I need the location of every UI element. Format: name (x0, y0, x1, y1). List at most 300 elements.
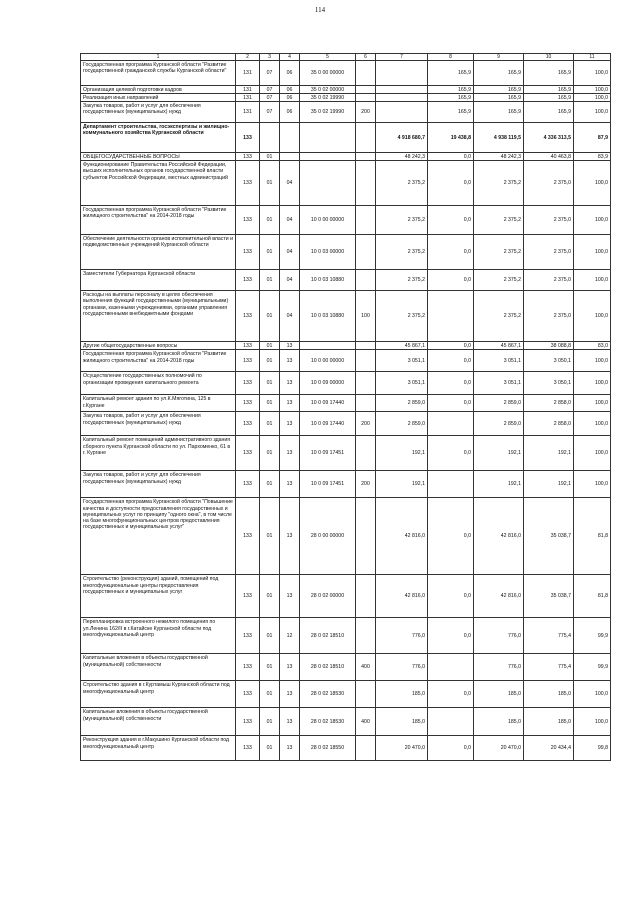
row-name: Другие общегосударственные вопросы (81, 342, 236, 350)
table-row (81, 654, 611, 681)
target-article-code: 10 0 09 17440 (300, 395, 356, 412)
execution-percent: 99,8 (574, 736, 611, 761)
revised-amount: 2 375,2 (474, 206, 524, 235)
executed-amount: 2 375,0 (524, 270, 574, 291)
approved-amount: 45 867,1 (376, 342, 428, 350)
expense-type-code (356, 342, 376, 350)
target-article-code: 28 0 00 00000 (300, 498, 356, 575)
revised-amount: 2 375,2 (474, 235, 524, 270)
ministry-code: 133 (236, 654, 260, 681)
revised-amount: 2 375,2 (474, 161, 524, 206)
executed-amount: 165,9 (524, 94, 574, 102)
section-code: 01 (260, 412, 280, 436)
execution-percent: 100,0 (574, 86, 611, 94)
revised-amount: 165,9 (474, 61, 524, 86)
subsection-code: 04 (280, 235, 300, 270)
revised-amount: 2 375,2 (474, 270, 524, 291)
row-name: Государственная программа Курганской области "Развитие государственной гражданской службы Курганской области" (81, 61, 236, 86)
change-amount: 0,0 (428, 736, 474, 761)
section-code: 01 (260, 395, 280, 412)
execution-percent: 100,0 (574, 412, 611, 436)
change-amount (428, 412, 474, 436)
target-article-code: 35 0 00 00000 (300, 61, 356, 86)
change-amount (428, 291, 474, 342)
revised-amount: 2 375,2 (474, 291, 524, 342)
row-name: ОБЩЕГОСУДАРСТВЕННЫЕ ВОПРОСЫ (81, 153, 236, 161)
revised-amount: 45 867,1 (474, 342, 524, 350)
section-code: 01 (260, 471, 280, 498)
expense-type-code (356, 618, 376, 654)
expense-type-code (356, 161, 376, 206)
approved-amount: 3 051,1 (376, 372, 428, 395)
subsection-code: 13 (280, 436, 300, 471)
column-number: 7 (376, 54, 428, 61)
revised-amount: 2 859,0 (474, 395, 524, 412)
subsection-code: 13 (280, 350, 300, 372)
row-name: Закупка товаров, работ и услуг для обеспечения государственных (муниципальных) нужд (81, 412, 236, 436)
approved-amount: 185,0 (376, 708, 428, 736)
change-amount: 19 438,8 (428, 123, 474, 153)
subsection-code: 13 (280, 654, 300, 681)
change-amount: 0,0 (428, 372, 474, 395)
ministry-code: 133 (236, 235, 260, 270)
ministry-code: 133 (236, 436, 260, 471)
column-number: 5 (300, 54, 356, 61)
section-code: 07 (260, 86, 280, 94)
column-number: 4 (280, 54, 300, 61)
target-article-code: 10 0 00 00000 (300, 350, 356, 372)
expense-type-code (356, 736, 376, 761)
row-name: Функционирование Правительства Российской Федерации, высших исполнительных органов государственной власти субъектов Российской Федерации, местных администраций (81, 161, 236, 206)
revised-amount: 776,0 (474, 618, 524, 654)
executed-amount: 35 038,7 (524, 575, 574, 618)
execution-percent: 100,0 (574, 471, 611, 498)
target-article-code: 10 0 03 00000 (300, 235, 356, 270)
row-name: Реализация иных направлений (81, 94, 236, 102)
target-article-code: 28 0 02 00000 (300, 575, 356, 618)
execution-percent: 100,0 (574, 235, 611, 270)
approved-amount: 776,0 (376, 618, 428, 654)
row-name: Государственная программа Курганской области "Повышение качества и доступности предоставления государственных и муниципальных услуг по принципу "одного окна", в том числе на базе многофункциональных центров предоставления государственных и муниципальных услуг" (81, 498, 236, 575)
row-name: Перепланировка встроенного нежилого помещения по ул.Ленина 162/II в г.Катайске Курганской области под многофункциональный центр (81, 618, 236, 654)
change-amount (428, 654, 474, 681)
row-name: Капитальные вложения в объекты государственной (муниципальной) собственности (81, 654, 236, 681)
execution-percent: 100,0 (574, 681, 611, 708)
ministry-code: 133 (236, 471, 260, 498)
change-amount: 0,0 (428, 436, 474, 471)
subsection-code: 04 (280, 291, 300, 342)
ministry-code: 133 (236, 575, 260, 618)
row-name: Заместители Губернатора Курганской области (81, 270, 236, 291)
section-code: 01 (260, 291, 280, 342)
column-number: 8 (428, 54, 474, 61)
executed-amount: 40 463,8 (524, 153, 574, 161)
expense-type-code (356, 94, 376, 102)
target-article-code (300, 123, 356, 153)
table-row (81, 94, 611, 102)
ministry-code: 133 (236, 350, 260, 372)
ministry-code: 133 (236, 412, 260, 436)
revised-amount: 42 816,0 (474, 575, 524, 618)
revised-amount: 48 242,3 (474, 153, 524, 161)
section-code: 01 (260, 575, 280, 618)
row-name: Осуществление государственных полномочий по организации проведения капитального ремонта (81, 372, 236, 395)
section-code: 07 (260, 102, 280, 123)
table-row (81, 575, 611, 618)
executed-amount: 2 375,0 (524, 291, 574, 342)
subsection-code: 04 (280, 270, 300, 291)
revised-amount: 165,9 (474, 102, 524, 123)
column-number: 10 (524, 54, 574, 61)
table-row (81, 206, 611, 235)
expense-type-code (356, 436, 376, 471)
expense-type-code (356, 350, 376, 372)
execution-percent: 100,0 (574, 350, 611, 372)
revised-amount: 4 938 119,5 (474, 123, 524, 153)
revised-amount: 185,0 (474, 681, 524, 708)
target-article-code: 28 0 02 18510 (300, 618, 356, 654)
executed-amount: 775,4 (524, 654, 574, 681)
target-article-code: 35 0 02 19990 (300, 94, 356, 102)
page-number: 114 (314, 6, 326, 14)
executed-amount: 2 375,0 (524, 161, 574, 206)
approved-amount: 2 375,2 (376, 291, 428, 342)
table-row (81, 102, 611, 123)
approved-amount: 20 470,0 (376, 736, 428, 761)
revised-amount: 165,9 (474, 94, 524, 102)
table-row (81, 342, 611, 350)
execution-percent: 83,0 (574, 342, 611, 350)
table-row (81, 436, 611, 471)
target-article-code: 28 0 02 18530 (300, 681, 356, 708)
approved-amount: 192,1 (376, 436, 428, 471)
subsection-code: 13 (280, 575, 300, 618)
revised-amount: 2 859,0 (474, 412, 524, 436)
expense-type-code: 200 (356, 412, 376, 436)
row-name: Реконструкция здания в г.Макушино Курганской области под многофункциональный центр (81, 736, 236, 761)
row-name: Департамент строительства, госэкспертизы и жилищно-коммунального хозяйства Курганской области (81, 123, 236, 153)
row-name: Обеспечение деятельности органов исполнительной власти и подведомственных учреждений Курганской области (81, 235, 236, 270)
executed-amount: 2 858,0 (524, 412, 574, 436)
section-code: 01 (260, 654, 280, 681)
change-amount: 165,9 (428, 86, 474, 94)
executed-amount: 3 050,1 (524, 372, 574, 395)
approved-amount (376, 61, 428, 86)
target-article-code: 28 0 02 18550 (300, 736, 356, 761)
expense-type-code (356, 153, 376, 161)
table-row (81, 291, 611, 342)
change-amount: 0,0 (428, 342, 474, 350)
section-code: 07 (260, 61, 280, 86)
subsection-code: 13 (280, 395, 300, 412)
change-amount (428, 708, 474, 736)
subsection-code: 13 (280, 681, 300, 708)
column-number-row (81, 54, 611, 61)
executed-amount: 165,9 (524, 102, 574, 123)
revised-amount: 192,1 (474, 471, 524, 498)
executed-amount: 4 336 313,5 (524, 123, 574, 153)
revised-amount: 3 051,1 (474, 350, 524, 372)
subsection-code: 06 (280, 61, 300, 86)
execution-percent: 100,0 (574, 61, 611, 86)
expense-type-code: 400 (356, 708, 376, 736)
ministry-code: 131 (236, 102, 260, 123)
section-code: 01 (260, 235, 280, 270)
table-row (81, 498, 611, 575)
revised-amount: 165,9 (474, 86, 524, 94)
expense-type-code (356, 372, 376, 395)
execution-percent: 81,8 (574, 498, 611, 575)
section-code (260, 123, 280, 153)
subsection-code: 12 (280, 618, 300, 654)
ministry-code: 131 (236, 61, 260, 86)
change-amount (428, 471, 474, 498)
section-code: 01 (260, 206, 280, 235)
subsection-code: 04 (280, 206, 300, 235)
expense-type-code (356, 206, 376, 235)
expense-type-code (356, 681, 376, 708)
table-body (81, 54, 611, 761)
ministry-code: 133 (236, 681, 260, 708)
column-number: 2 (236, 54, 260, 61)
row-name: Капитальный ремонт здания по ул.К.Мяготина, 125 в г.Кургане (81, 395, 236, 412)
execution-percent: 100,0 (574, 94, 611, 102)
section-code: 01 (260, 161, 280, 206)
row-name: Государственная программа Курганской области "Развитие жилищного строительства" на 2014-2018 годы (81, 206, 236, 235)
approved-amount: 2 375,2 (376, 270, 428, 291)
section-code: 01 (260, 498, 280, 575)
target-article-code: 10 0 09 17440 (300, 412, 356, 436)
section-code: 01 (260, 372, 280, 395)
executed-amount: 165,9 (524, 61, 574, 86)
change-amount: 0,0 (428, 270, 474, 291)
approved-amount: 48 242,3 (376, 153, 428, 161)
table-row (81, 681, 611, 708)
section-code: 07 (260, 94, 280, 102)
subsection-code: 13 (280, 412, 300, 436)
expense-type-code: 200 (356, 102, 376, 123)
approved-amount: 2 859,0 (376, 395, 428, 412)
change-amount: 0,0 (428, 161, 474, 206)
change-amount: 0,0 (428, 206, 474, 235)
row-name: Строительство (реконструкция) зданий, помещений под многофункциональные центры предоставления государственных и муниципальных услуг (81, 575, 236, 618)
change-amount: 0,0 (428, 235, 474, 270)
ministry-code: 133 (236, 291, 260, 342)
target-article-code (300, 153, 356, 161)
revised-amount: 185,0 (474, 708, 524, 736)
target-article-code: 28 0 02 18530 (300, 708, 356, 736)
section-code: 01 (260, 618, 280, 654)
expense-type-code (356, 123, 376, 153)
section-code: 01 (260, 270, 280, 291)
ministry-code: 131 (236, 86, 260, 94)
ministry-code: 133 (236, 342, 260, 350)
ministry-code: 133 (236, 161, 260, 206)
subsection-code: 13 (280, 372, 300, 395)
target-article-code: 10 0 09 17451 (300, 436, 356, 471)
expense-type-code (356, 270, 376, 291)
change-amount: 0,0 (428, 395, 474, 412)
approved-amount: 4 918 680,7 (376, 123, 428, 153)
approved-amount: 2 375,2 (376, 161, 428, 206)
table-row (81, 86, 611, 94)
expense-type-code (356, 575, 376, 618)
revised-amount: 192,1 (474, 436, 524, 471)
table-row (81, 153, 611, 161)
ministry-code: 133 (236, 498, 260, 575)
subsection-code: 13 (280, 471, 300, 498)
approved-amount: 2 375,2 (376, 235, 428, 270)
approved-amount: 2 859,0 (376, 412, 428, 436)
subsection-code: 13 (280, 736, 300, 761)
section-code: 01 (260, 342, 280, 350)
change-amount: 0,0 (428, 681, 474, 708)
row-name: Закупка товаров, работ и услуг для обеспечения государственных (муниципальных) нужд (81, 471, 236, 498)
row-name: Расходы на выплаты персоналу в целях обеспечения выполнения функций государственными (муниципальными) органами, казенными учреждениями, органами управления государственными внебюджетными фондами (81, 291, 236, 342)
approved-amount: 2 375,2 (376, 206, 428, 235)
row-name: Строительство здания в г.Куртамыш Курганской области под многофункциональный центр (81, 681, 236, 708)
table-row (81, 270, 611, 291)
table-row (81, 161, 611, 206)
table-row (81, 412, 611, 436)
ministry-code: 133 (236, 153, 260, 161)
executed-amount: 2 858,0 (524, 395, 574, 412)
expense-type-code (356, 395, 376, 412)
execution-percent: 100,0 (574, 291, 611, 342)
ministry-code: 133 (236, 395, 260, 412)
section-code: 01 (260, 436, 280, 471)
section-code: 01 (260, 350, 280, 372)
expense-type-code (356, 498, 376, 575)
ministry-code: 133 (236, 270, 260, 291)
executed-amount: 38 088,8 (524, 342, 574, 350)
executed-amount: 192,1 (524, 471, 574, 498)
approved-amount: 192,1 (376, 471, 428, 498)
executed-amount: 2 375,0 (524, 206, 574, 235)
execution-percent: 87,9 (574, 123, 611, 153)
execution-percent: 81,8 (574, 575, 611, 618)
expense-type-code: 400 (356, 654, 376, 681)
executed-amount: 2 375,0 (524, 235, 574, 270)
subsection-code: 06 (280, 102, 300, 123)
approved-amount (376, 102, 428, 123)
subsection-code: 13 (280, 498, 300, 575)
table-row (81, 235, 611, 270)
ministry-code: 133 (236, 708, 260, 736)
column-number: 9 (474, 54, 524, 61)
row-name: Государственная программа Курганской области "Развитие жилищного строительства" на 2014-2018 годы (81, 350, 236, 372)
row-name: Закупка товаров, работ и услуг для обеспечения государственных (муниципальных) нужд (81, 102, 236, 123)
table-row (81, 123, 611, 153)
execution-percent: 100,0 (574, 270, 611, 291)
execution-percent: 100,0 (574, 161, 611, 206)
table-row (81, 471, 611, 498)
execution-percent: 100,0 (574, 395, 611, 412)
target-article-code: 35 0 02 00000 (300, 86, 356, 94)
revised-amount: 42 816,0 (474, 498, 524, 575)
table-row (81, 61, 611, 86)
subsection-code (280, 123, 300, 153)
change-amount: 0,0 (428, 618, 474, 654)
approved-amount: 3 051,1 (376, 350, 428, 372)
revised-amount: 776,0 (474, 654, 524, 681)
subsection-code (280, 153, 300, 161)
execution-percent: 99,9 (574, 654, 611, 681)
execution-percent: 100,0 (574, 206, 611, 235)
executed-amount: 20 434,4 (524, 736, 574, 761)
executed-amount: 192,1 (524, 436, 574, 471)
executed-amount: 185,0 (524, 708, 574, 736)
subsection-code: 13 (280, 342, 300, 350)
expense-type-code (356, 61, 376, 86)
execution-percent: 100,0 (574, 436, 611, 471)
revised-amount: 20 470,0 (474, 736, 524, 761)
approved-amount: 185,0 (376, 681, 428, 708)
approved-amount: 42 816,0 (376, 575, 428, 618)
section-code: 01 (260, 708, 280, 736)
target-article-code: 10 0 00 00000 (300, 206, 356, 235)
executed-amount: 3 050,1 (524, 350, 574, 372)
table-row (81, 708, 611, 736)
expense-type-code: 200 (356, 471, 376, 498)
table-row (81, 372, 611, 395)
section-code: 01 (260, 681, 280, 708)
target-article-code: 10 0 03 10880 (300, 291, 356, 342)
execution-percent: 100,0 (574, 708, 611, 736)
ministry-code: 133 (236, 206, 260, 235)
change-amount: 165,9 (428, 102, 474, 123)
executed-amount: 185,0 (524, 681, 574, 708)
section-code: 01 (260, 736, 280, 761)
approved-amount (376, 94, 428, 102)
execution-percent: 83,9 (574, 153, 611, 161)
execution-percent: 99,9 (574, 618, 611, 654)
column-number: 1 (81, 54, 236, 61)
subsection-code: 04 (280, 161, 300, 206)
subsection-code: 06 (280, 94, 300, 102)
expense-type-code (356, 235, 376, 270)
column-number: 3 (260, 54, 280, 61)
approved-amount (376, 86, 428, 94)
table-row (81, 395, 611, 412)
row-name: Организация целевой подготовки кадров (81, 86, 236, 94)
change-amount: 165,9 (428, 61, 474, 86)
approved-amount: 42 816,0 (376, 498, 428, 575)
change-amount: 165,9 (428, 94, 474, 102)
subsection-code: 06 (280, 86, 300, 94)
expense-type-code: 100 (356, 291, 376, 342)
target-article-code (300, 161, 356, 206)
column-number: 6 (356, 54, 376, 61)
execution-percent: 100,0 (574, 372, 611, 395)
revised-amount: 3 051,1 (474, 372, 524, 395)
row-name: Капитальные вложения в объекты государственной (муниципальной) собственности (81, 708, 236, 736)
ministry-code: 133 (236, 123, 260, 153)
ministry-code: 133 (236, 372, 260, 395)
approved-amount: 776,0 (376, 654, 428, 681)
row-name: Капитальный ремонт помещений административного здания сборного пункта Курганской области по ул. Пархоменко, 61 в г. Кургане (81, 436, 236, 471)
change-amount: 0,0 (428, 575, 474, 618)
ministry-code: 133 (236, 618, 260, 654)
target-article-code: 10 0 03 10880 (300, 270, 356, 291)
table-row (81, 618, 611, 654)
target-article-code: 10 0 09 00000 (300, 372, 356, 395)
budget-table (80, 53, 611, 761)
target-article-code: 28 0 02 18510 (300, 654, 356, 681)
change-amount: 0,0 (428, 498, 474, 575)
change-amount: 0,0 (428, 153, 474, 161)
table-row (81, 350, 611, 372)
